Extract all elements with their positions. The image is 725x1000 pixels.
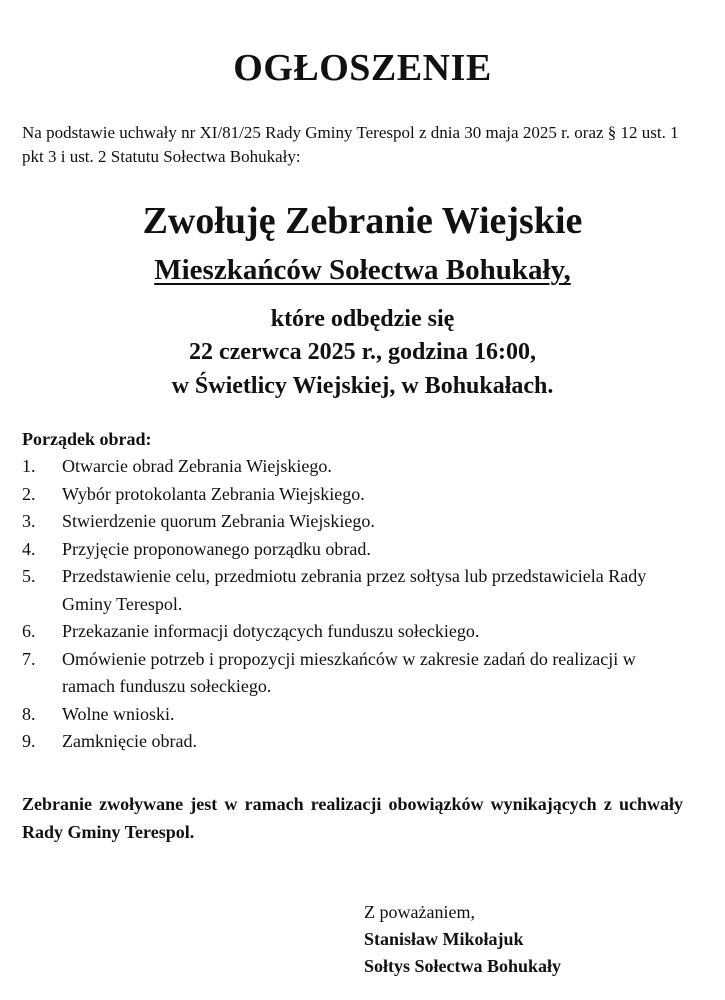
agenda-list: [22, 453, 672, 756]
agenda-item-number: 2.: [22, 483, 36, 504]
agenda-heading: Porządek obrad:: [22, 429, 152, 449]
closing-statement: Zebranie zwoływane jest w ramach realizacji obowiązków wynikających z uchwały Rady Gminy Terespol.: [22, 794, 683, 842]
legal-basis-text: Na podstawie uchwały nr XI/81/25 Rady Gminy Terespol z dnia 30 maja 2025 r. oraz § 12 ust. 1 pkt 3 i ust. 2 Statutu Sołectwa Bohukały:: [22, 123, 679, 166]
agenda-item-text: Przedstawienie celu, przedmiotu zebrania przez sołtysa lub przedstawiciela Rady Gminy Terespol.: [62, 566, 647, 614]
signature-greeting: Z poważaniem,: [364, 902, 475, 922]
agenda-item-number: 7.: [22, 648, 36, 669]
signature-block: [364, 899, 684, 980]
event-intro: które odbędzie się: [270, 306, 455, 332]
agenda-item: [22, 536, 672, 564]
agenda-item-number: 8.: [22, 703, 36, 724]
agenda-item: [22, 646, 672, 701]
sub-heading: [0, 254, 725, 287]
agenda-item-text: Omówienie potrzeb i propozycji mieszkańców w zakresie zadań do realizacji w ramach funduszu sołeckiego.: [62, 648, 636, 696]
agenda-item-text: Przyjęcie proponowanego porządku obrad.: [62, 538, 371, 559]
event-location: w Świetlicy Wiejskiej, w Bohukałach.: [171, 373, 554, 399]
agenda-item: [22, 618, 672, 646]
agenda-item-number: 1.: [22, 456, 36, 476]
agenda-item-number: 4.: [22, 538, 36, 559]
agenda-item-number: 3.: [22, 511, 36, 531]
agenda-item-text: Przekazanie informacji dotyczących funduszu sołeckiego.: [62, 621, 480, 641]
agenda-item-text: Otwarcie obrad Zebrania Wiejskiego.: [62, 456, 332, 476]
agenda-item-text: Wolne wnioski.: [62, 703, 175, 724]
agenda-item: [22, 728, 672, 756]
main-heading: Zwołuję Zebranie Wiejskie: [142, 200, 583, 242]
agenda-item: [22, 481, 672, 509]
agenda-item-number: 6.: [22, 621, 36, 641]
agenda-item: [22, 701, 672, 729]
agenda-item-number: 9.: [22, 731, 36, 751]
agenda-item: [22, 563, 672, 618]
signature-role: Sołtys Sołectwa Bohukały: [364, 956, 562, 976]
agenda-item-number: 5.: [22, 566, 36, 586]
agenda-item-text: Wybór protokolanta Zebrania Wiejskiego.: [62, 483, 365, 504]
sub-heading-text: Mieszkańców Sołectwa Bohukały,: [154, 254, 571, 286]
event-date-time: 22 czerwca 2025 r., godzina 16:00,: [188, 339, 537, 365]
page-title: OGŁOSZENIE: [233, 47, 492, 89]
agenda-item: [22, 453, 672, 481]
agenda-item: [22, 508, 672, 536]
signature-name: Stanisław Mikołajuk: [364, 929, 524, 949]
agenda-item-text: Stwierdzenie quorum Zebrania Wiejskiego.: [62, 511, 375, 531]
agenda-item-text: Zamknięcie obrad.: [62, 731, 197, 751]
